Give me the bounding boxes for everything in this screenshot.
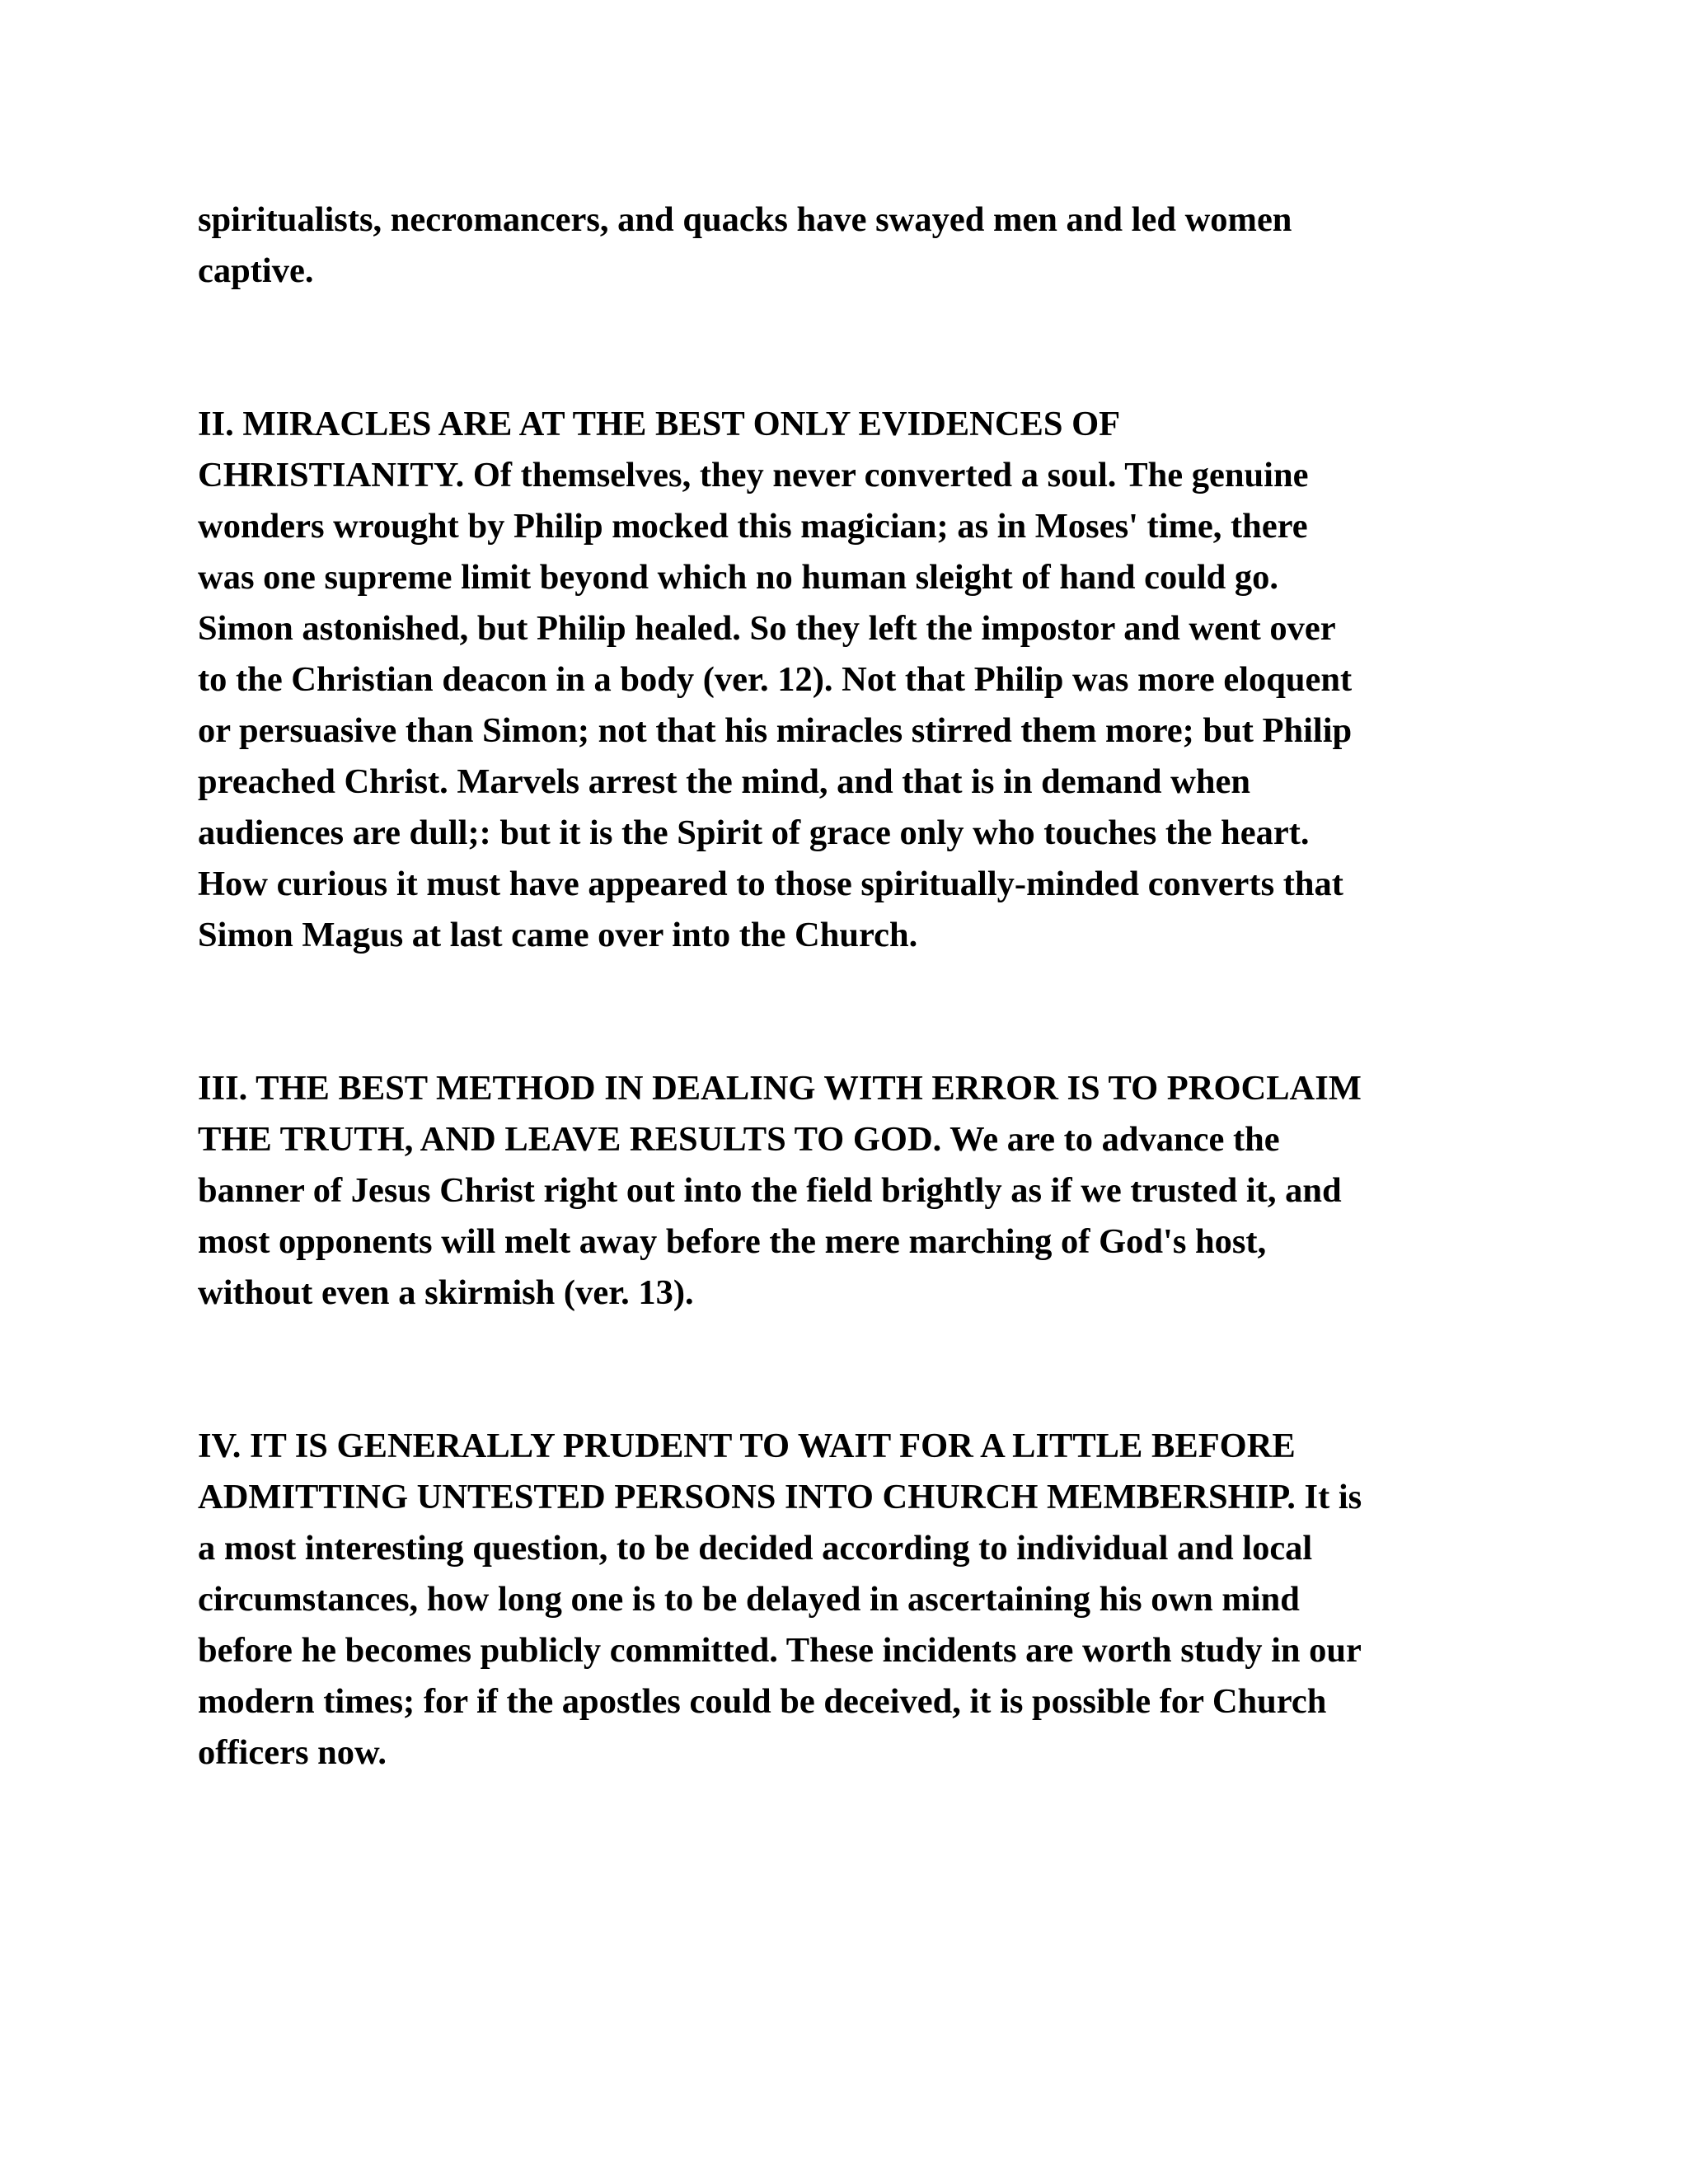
text-line: Simon astonished, but Philip healed. So they left the impostor and went over bbox=[198, 609, 1336, 648]
paragraph-section-iv bbox=[198, 1421, 1484, 1779]
text-line: circumstances, how long one is to be delayed in ascertaining his own mind bbox=[198, 1580, 1300, 1619]
text-line: most opponents will melt away before the mere marching of God's host, bbox=[198, 1222, 1267, 1261]
text-line: II. MIRACLES ARE AT THE BEST ONLY EVIDENCES OF bbox=[198, 405, 1121, 443]
text-line: CHRISTIANITY. Of themselves, they never converted a soul. The genuine bbox=[198, 456, 1309, 494]
text-line: was one supreme limit beyond which no human sleight of hand could go. bbox=[198, 558, 1279, 597]
text-line: ADMITTING UNTESTED PERSONS INTO CHURCH MEMBERSHIP. It is bbox=[198, 1478, 1362, 1516]
text-line: Simon Magus at last came over into the Church. bbox=[198, 916, 918, 954]
text-line: preached Christ. Marvels arrest the mind, and that is in demand when bbox=[198, 762, 1251, 801]
text-line: III. THE BEST METHOD IN DEALING WITH ERROR IS TO PROCLAIM bbox=[198, 1069, 1362, 1108]
paragraph-section-ii bbox=[198, 399, 1484, 961]
document-body bbox=[198, 194, 1484, 1779]
text-line: wonders wrought by Philip mocked this magician; as in Moses' time, there bbox=[198, 507, 1308, 546]
text-line: before he becomes publicly committed. These incidents are worth study in our bbox=[198, 1631, 1362, 1670]
text-line: captive. bbox=[198, 251, 314, 290]
text-line: or persuasive than Simon; not that his miracles stirred them more; but Philip bbox=[198, 711, 1353, 750]
text-line: THE TRUTH, AND LEAVE RESULTS TO GOD. We are to advance the bbox=[198, 1120, 1280, 1159]
paragraph-section-iii bbox=[198, 1063, 1484, 1319]
text-line: audiences are dull;: but it is the Spirit of grace only who touches the heart. bbox=[198, 813, 1310, 852]
text-line: to the Christian deacon in a body (ver. 12). Not that Philip was more eloquent bbox=[198, 660, 1353, 699]
text-line: officers now. bbox=[198, 1733, 387, 1772]
paragraph-continuation bbox=[198, 194, 1484, 297]
text-line: banner of Jesus Christ right out into the field brightly as if we trusted it, and bbox=[198, 1171, 1342, 1210]
text-line: IV. IT IS GENERALLY PRUDENT TO WAIT FOR A LITTLE BEFORE bbox=[198, 1427, 1296, 1465]
text-line: a most interesting question, to be decided according to individual and local bbox=[198, 1529, 1313, 1568]
text-line: spiritualists, necromancers, and quacks have swayed men and led women bbox=[198, 200, 1292, 239]
text-line: without even a skirmish (ver. 13). bbox=[198, 1273, 694, 1312]
text-line: modern times; for if the apostles could be deceived, it is possible for Church bbox=[198, 1682, 1327, 1721]
text-line: How curious it must have appeared to those spiritually-minded converts that bbox=[198, 865, 1343, 903]
